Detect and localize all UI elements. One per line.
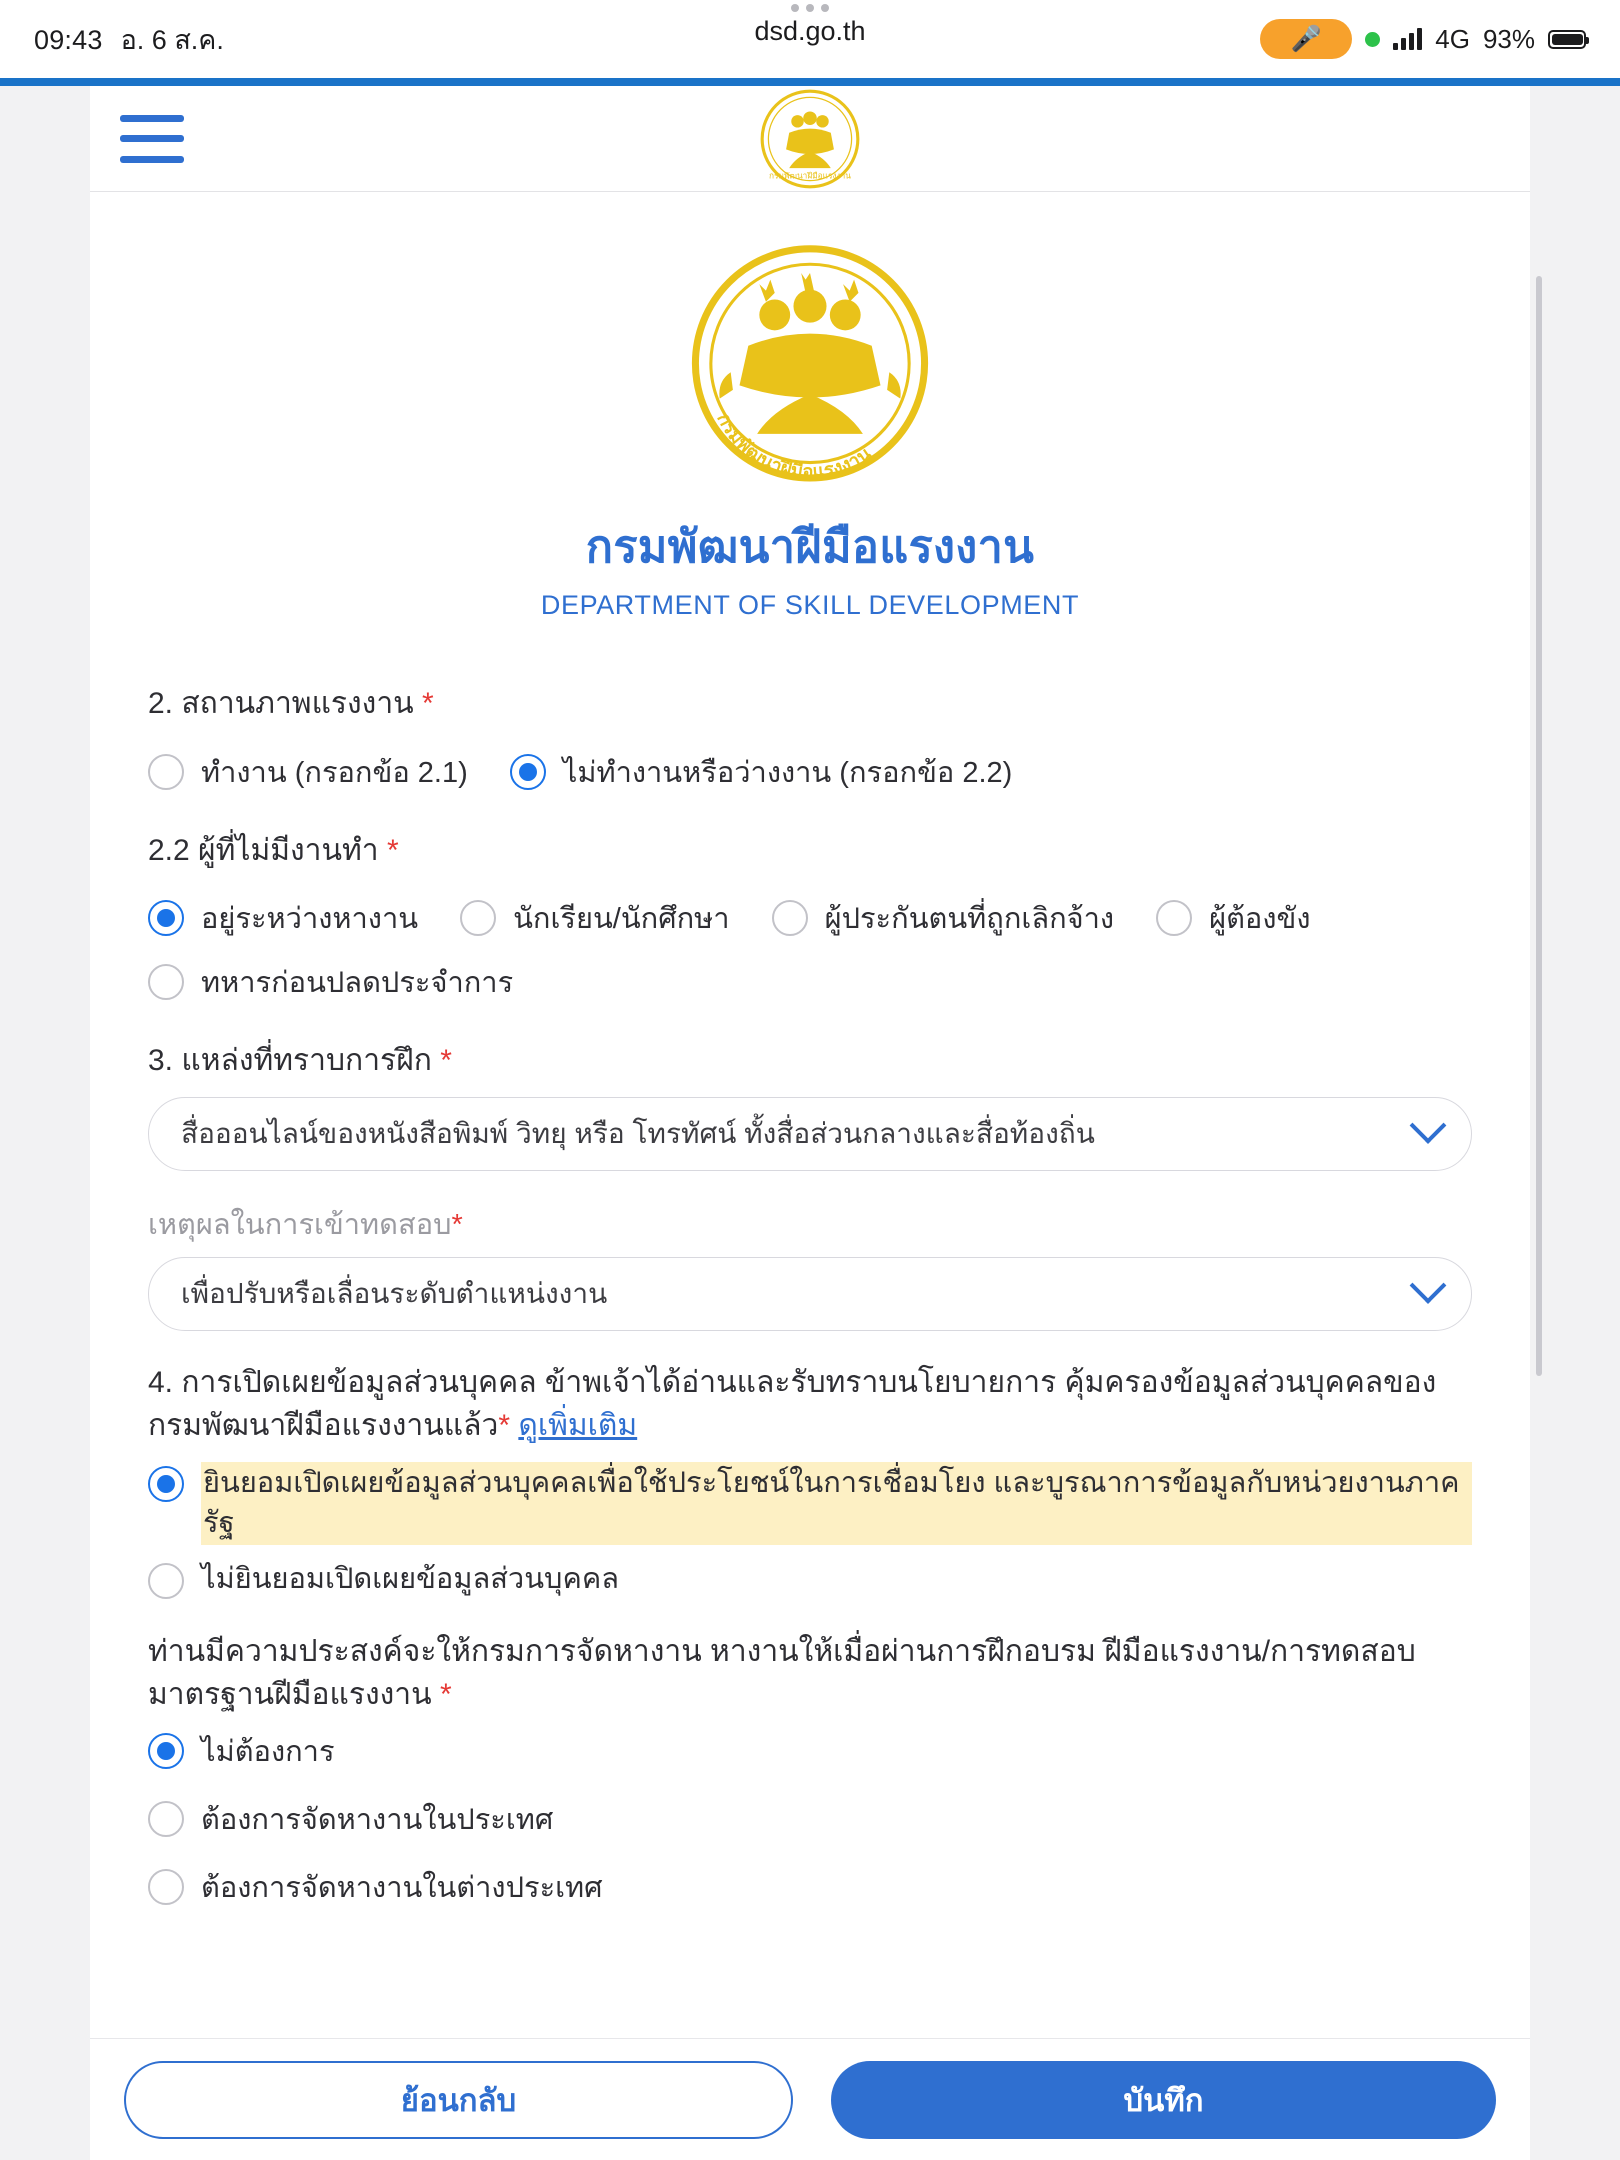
radio-label: ผู้ต้องขัง: [1209, 903, 1311, 936]
form-card: [90, 192, 1530, 2160]
privacy-policy-link[interactable]: ดูเพิ่มเติม: [518, 1409, 638, 1443]
training-source-value: สื่อออนไลน์ของหนังสือพิมพ์ วิทยุ หรือ โทรทัศน์ ทั้งสื่อส่วนกลางและสื่อท้องถิ่น: [181, 1117, 1095, 1149]
question-2-text: 2. สถานภาพแรงงาน: [148, 687, 414, 720]
question-3-label: [148, 1040, 1472, 1083]
status-bar-left: [34, 18, 224, 61]
question-5-options: [148, 1717, 1472, 1921]
dsd-large-emblem-icon: [675, 240, 945, 500]
radio-label: อยู่ระหว่างหางาน: [201, 903, 419, 936]
training-source-select[interactable]: [148, 1097, 1472, 1171]
question-2-2-options-row2: [148, 950, 1472, 1014]
test-reason-required: *: [451, 1208, 463, 1241]
battery-percent-label: 93%: [1482, 23, 1535, 54]
radio-label: นักเรียน/นักศึกษา: [513, 903, 730, 936]
radio-option-inmate[interactable]: [1156, 886, 1310, 950]
question-2-2-required: *: [387, 833, 399, 867]
radio-option-overseas-job[interactable]: [148, 1853, 1472, 1921]
form-footer: [90, 2038, 1530, 2160]
dsd-emblem-icon: [758, 87, 862, 191]
test-reason-label: [148, 1201, 1472, 1247]
question-2-label: [148, 683, 1472, 726]
radio-option-jobseeking[interactable]: [148, 886, 418, 950]
radio-option-domestic-job[interactable]: [148, 1785, 1472, 1853]
signal-bars-icon: [1393, 28, 1422, 50]
microphone-glyph: 🎤: [1290, 24, 1322, 53]
chevron-down-icon[interactable]: [1410, 1107, 1447, 1144]
status-bar-right: [1260, 19, 1586, 59]
green-recording-dot-icon: [1365, 32, 1380, 47]
site-header: [90, 86, 1530, 192]
url-text[interactable]: dsd.go.th: [754, 16, 866, 46]
radio-label: ไม่ทำงานหรือว่างงาน (กรอกข้อ 2.2): [562, 756, 1013, 789]
radio-icon[interactable]: [148, 754, 184, 790]
hamburger-menu-icon[interactable]: [120, 115, 184, 163]
question-2-required: *: [422, 687, 434, 720]
org-branding: [90, 192, 1530, 621]
question-2-2-label: [148, 830, 1472, 873]
radio-option-no-consent-disclose[interactable]: [148, 1559, 1472, 1600]
svg-text:กรมพัฒนาฝีมือแรงงาน: กรมพัฒนาฝีมือแรงงาน: [713, 409, 875, 483]
question-4-required: *: [498, 1409, 511, 1443]
radio-option-consent-disclose[interactable]: [148, 1462, 1472, 1545]
svg-text:กรมพัฒนาฝีมือแรงงาน: กรมพัฒนาฝีมือแรงงาน: [769, 170, 851, 181]
radio-icon-selected[interactable]: [148, 900, 184, 936]
radio-label: ผู้ประกันตนที่ถูกเลิกจ้าง: [824, 903, 1115, 936]
question-4-label: [148, 1361, 1472, 1448]
top-blue-rule: [0, 78, 1620, 86]
radio-option-pre-discharge-soldier[interactable]: [148, 950, 513, 1014]
org-name-th: กรมพัฒนาฝีมือแรงงาน: [585, 521, 1035, 572]
question-4-text: 4. การเปิดเผยข้อมูลส่วนบุคคล ข้าพเจ้าได้อ่านและรับทราบนโยบายการ คุ้มครองข้อมูลส่วนบุคคลของกรมพัฒนาฝีมือแรงงานแล้ว: [148, 1365, 1437, 1443]
radio-icon[interactable]: [148, 1869, 184, 1905]
question-5-text: ท่านมีความประสงค์จะให้กรมการจัดหางาน หางานให้เมื่อผ่านการฝึกอบรม ฝีมือแรงงาน/การทดสอบมาตรฐานฝีมือแรงงาน: [148, 1634, 1416, 1712]
web-page: [0, 86, 1620, 2160]
radio-label: ยินยอมเปิดเผยข้อมูลส่วนบุคคลเพื่อใช้ประโยชน์ในการเชื่อมโยง และบูรณาการข้อมูลกับหน่วยงานภาครัฐ: [201, 1462, 1472, 1545]
radio-icon-selected[interactable]: [148, 1733, 184, 1769]
radio-icon[interactable]: [148, 1801, 184, 1837]
radio-icon[interactable]: [460, 900, 496, 936]
question-2-options: [148, 740, 1472, 804]
radio-label: ทหารก่อนปลดประจำการ: [201, 967, 514, 1000]
status-date: อ. 6 ส.ค.: [120, 24, 224, 55]
radio-label: ไม่ยินยอมเปิดเผยข้อมูลส่วนบุคคล: [201, 1562, 620, 1595]
org-name-en: DEPARTMENT OF SKILL DEVELOPMENT: [540, 590, 1080, 620]
radio-label: ไม่ต้องการ: [201, 1735, 335, 1768]
test-reason-value: เพื่อปรับหรือเลื่อนระดับตำแหน่งงาน: [181, 1277, 608, 1309]
question-5-required: *: [439, 1678, 452, 1712]
radio-icon-selected[interactable]: [510, 754, 546, 790]
radio-icon[interactable]: [148, 1563, 184, 1599]
question-2-2-options: [148, 886, 1472, 950]
radio-icon-selected[interactable]: [148, 1466, 184, 1502]
question-3-required: *: [440, 1044, 452, 1078]
chevron-down-icon[interactable]: [1410, 1267, 1447, 1304]
radio-icon[interactable]: [1156, 900, 1192, 936]
radio-icon[interactable]: [148, 964, 184, 1000]
question-2-2-text: 2.2 ผู้ที่ไม่มีงานทำ: [148, 833, 379, 867]
radio-icon[interactable]: [772, 900, 808, 936]
question-5-label: [148, 1630, 1472, 1717]
test-reason-text: เหตุผลในการเข้าทดสอบ: [148, 1208, 452, 1241]
tab-dots-icon: [791, 4, 829, 12]
radio-label: ทำงาน (กรอกข้อ 2.1): [201, 756, 468, 789]
ios-status-bar: [0, 0, 1620, 78]
status-time: 09:43: [34, 24, 103, 55]
back-button[interactable]: ย้อนกลับ: [124, 2061, 793, 2139]
radio-option-no-job-placement[interactable]: [148, 1717, 1472, 1785]
radio-label: ต้องการจัดหางานในประเทศ: [201, 1803, 554, 1836]
registration-form: [90, 621, 1530, 1921]
question-3-text: 3. แหล่งที่ทราบการฝึก: [148, 1044, 432, 1078]
network-type-label: 4G: [1435, 23, 1470, 54]
radio-option-q2-working[interactable]: [148, 740, 468, 804]
test-reason-select[interactable]: [148, 1257, 1472, 1331]
save-button[interactable]: บันทึก: [831, 2061, 1496, 2139]
radio-option-laid-off-insured[interactable]: [772, 886, 1115, 950]
radio-label: ต้องการจัดหางานในต่างประเทศ: [201, 1871, 603, 1904]
battery-icon: [1548, 30, 1586, 49]
page-scrollbar[interactable]: [1536, 276, 1542, 1376]
microphone-icon: [1260, 19, 1352, 59]
radio-option-student[interactable]: [460, 886, 730, 950]
radio-option-q2-unemployed[interactable]: [510, 740, 1013, 804]
